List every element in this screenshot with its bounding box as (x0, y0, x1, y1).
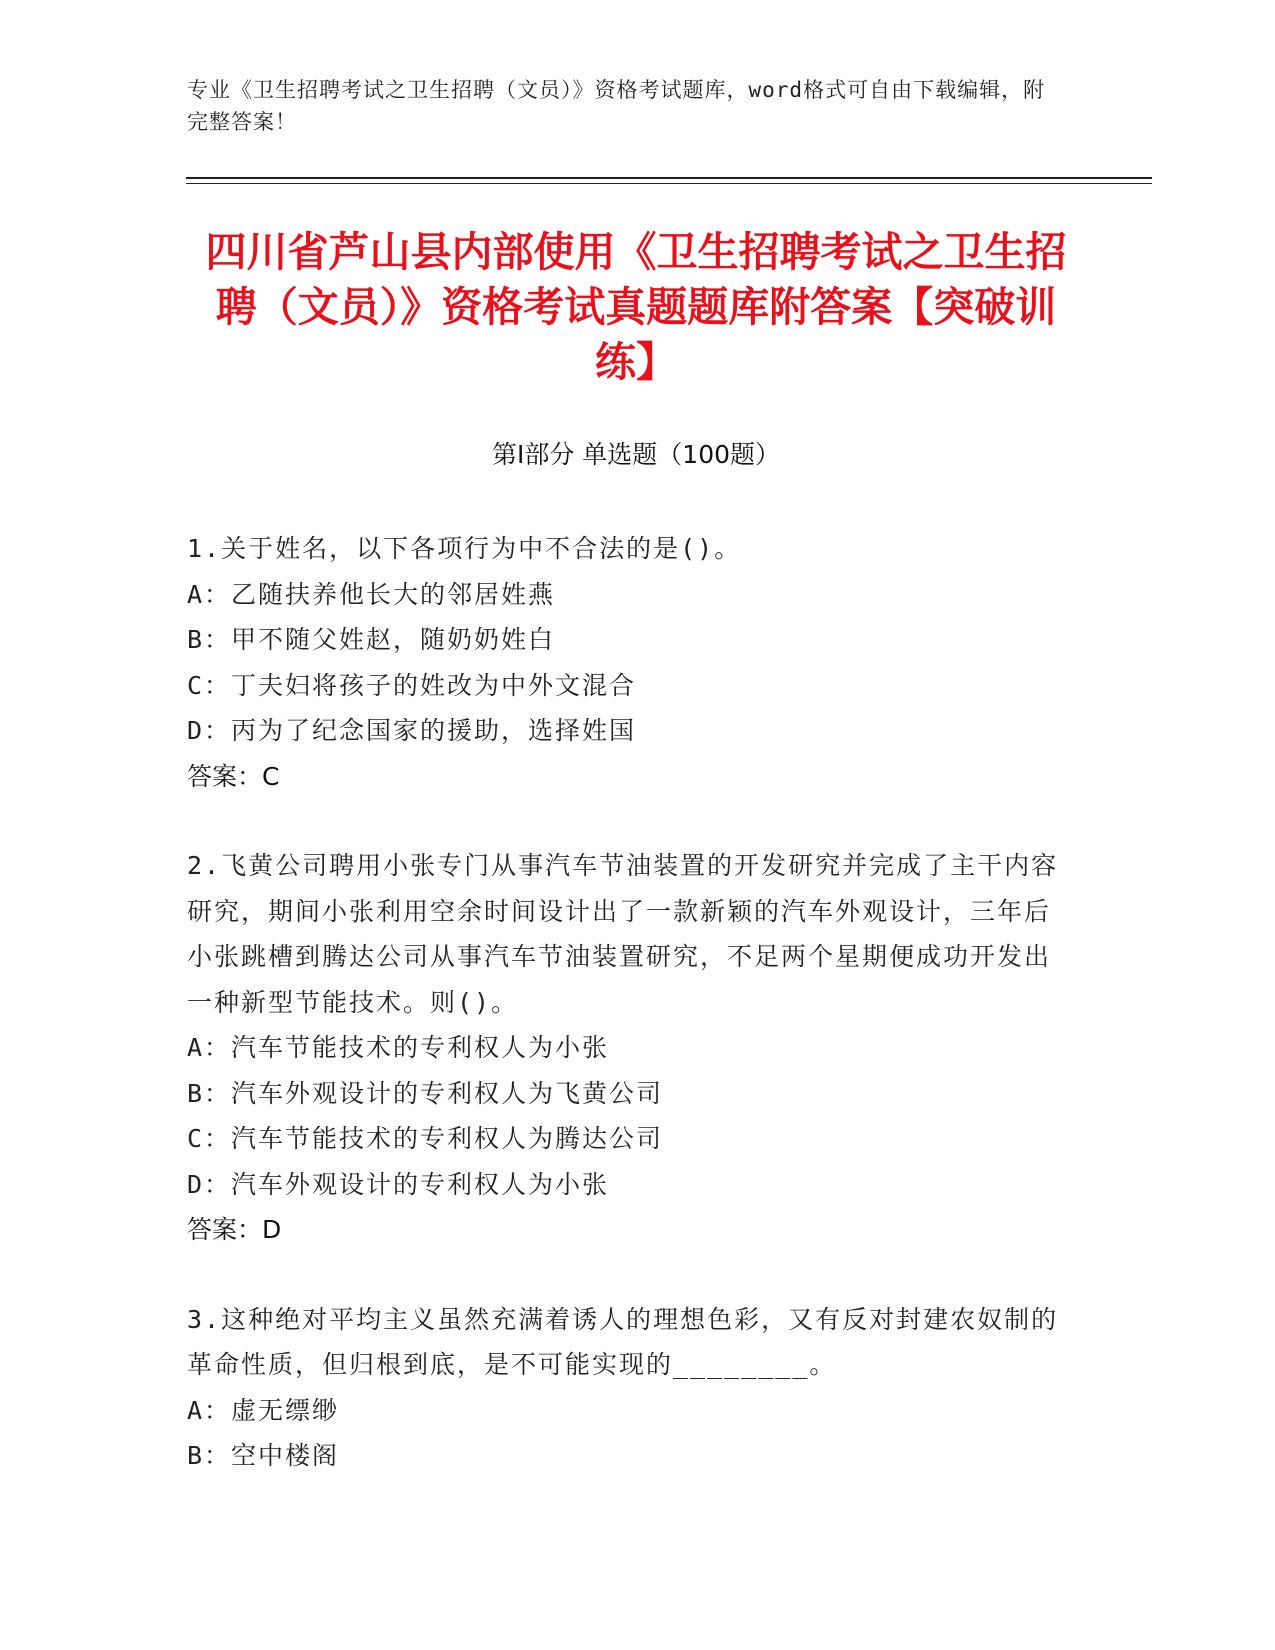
answer-line: 答案：C (187, 761, 280, 791)
option-a: A：虚无缥缈 (187, 1395, 340, 1425)
question-stem: 2.飞黄公司聘用小张专门从事汽车节油装置的开发研究并完成了主干内容研究，期间小张利用空余时间设计出了一款新颖的汽车外观设计，三年后小张跳槽到腾达公司从事汽车节油装置研究，不足两个星期便成功开发出一种新型节能技术。则()。 (187, 851, 1059, 1017)
question-item (187, 526, 1067, 799)
option-d: D：汽车外观设计的专利权人为小张 (187, 1169, 610, 1199)
option-b: B：空中楼阁 (187, 1441, 340, 1470)
question-item (187, 1297, 1067, 1479)
option-a: A：汽车节能技术的专利权人为小张 (187, 1033, 610, 1062)
question-item (187, 843, 1067, 1253)
question-stem: 1.关于姓名，以下各项行为中不合法的是()。 (187, 534, 742, 563)
option-c: C：丁夫妇将孩子的姓改为中外文混合 (187, 670, 637, 700)
option-b: B：甲不随父姓赵，随奶奶姓白 (187, 625, 556, 654)
question-list (187, 526, 1067, 1523)
option-c: C：汽车节能技术的专利权人为腾达公司 (187, 1124, 664, 1153)
option-a: A：乙随扶养他长大的邻居姓燕 (187, 579, 556, 609)
header-divider (186, 177, 1152, 179)
document-title: 四川省芦山县内部使用《卫生招聘考试之卫生招聘（文员）》资格考试真题题库附答案【突破训练】 (205, 228, 1067, 386)
option-b: B：汽车外观设计的专利权人为飞黄公司 (187, 1078, 664, 1108)
question-stem: 3.这种绝对平均主义虽然充满着诱人的理想色彩，又有反对封建农奴制的革命性质，但归根到底，是不可能实现的________。 (187, 1304, 1059, 1379)
answer-line: 答案：D (187, 1215, 282, 1244)
section-title: 第Ⅰ部分 单选题（100题） (491, 440, 781, 469)
header-divider-thin (186, 183, 1152, 184)
header-note: 专业《卫生招聘考试之卫生招聘（文员）》资格考试题库，word格式可自由下载编辑，附完整答案！ (187, 78, 1046, 134)
option-d: D：丙为了纪念国家的援助，选择姓国 (187, 716, 637, 745)
